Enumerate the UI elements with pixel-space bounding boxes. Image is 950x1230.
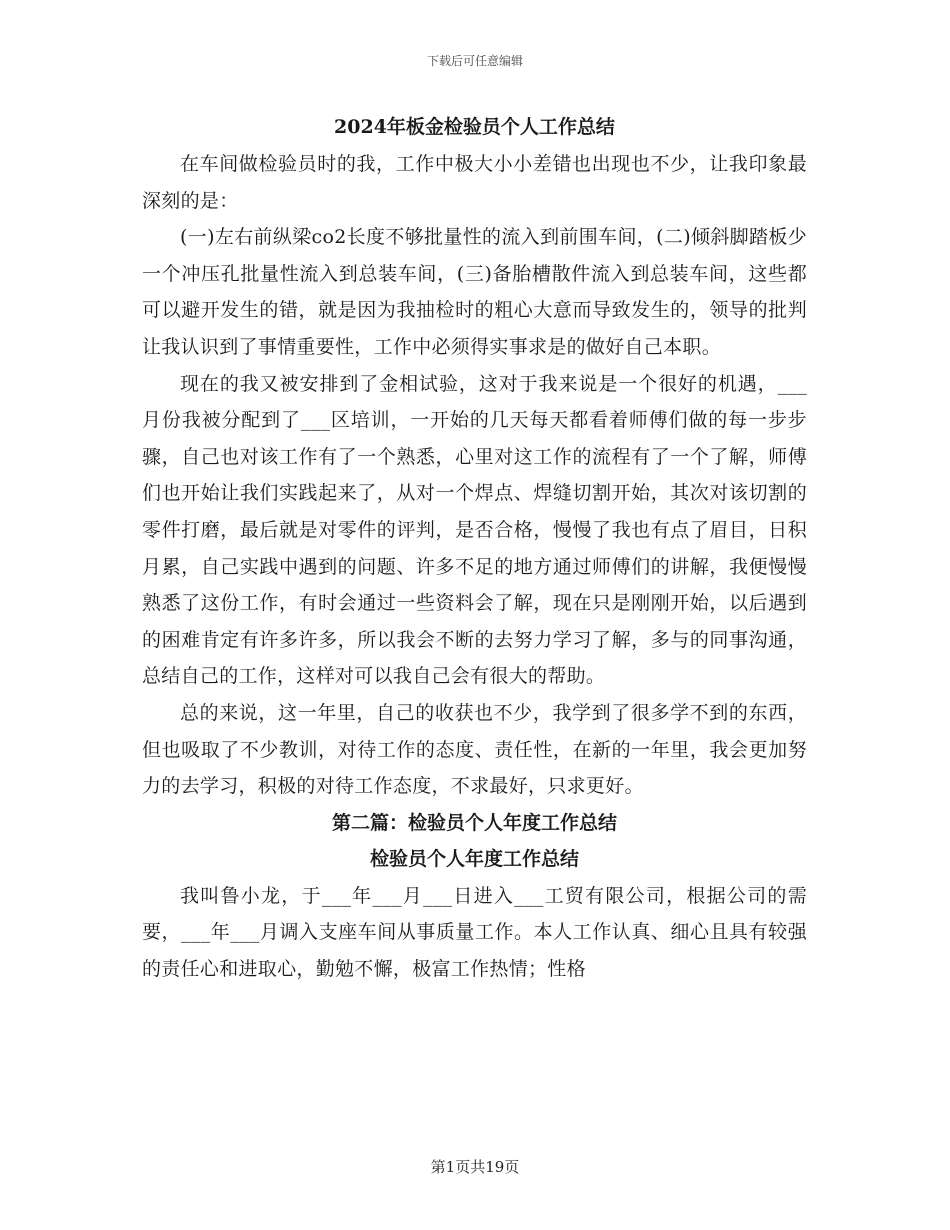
section2-subheading: 检验员个人年度工作总结	[369, 848, 579, 871]
paragraph-3: 现在的我又被安排到了金相试验，这对于我来说是一个很好的机遇，___月份我被分配到了___区培训，一开始的几天每天都看着师傅们做的每一步步骤，自己也对该工作有了一个熟悉，心里对这工作的流程有了一个了解，师傅们也开始让我们实践起来了，从对一个焊点、焊缝切割开始，其次对该切割的零件打磨，最后就是对零件的评判，是否合格，慢慢了我也有点了眉目，日积月累，自己实践中遇到的问题、许多不足的地方通过师傅们的讲解，我便慢慢熟悉了这份工作，有时会通过一些资料会了解，现在只是刚刚开始，以后遇到的困难肯定有许多许多，所以我会不断的去努力学习了解，多与的同事沟通，总结自己的工作，这样对可以我自己会有很大的帮助。	[142, 372, 807, 688]
paragraph-4: 总的来说，这一年里，自己的收获也不少，我学到了很多学不到的东西，但也吸取了不少教训，对待工作的态度、责任性，在新的一年里，我会更加努力的去学习，积极的对待工作态度，不求最好，只求更好。	[142, 701, 807, 798]
section2-paragraph: 我叫鲁小龙，于___年___月___日进入___工贸有限公司，根据公司的需要，___年___月调入支座车间从事质量工作。本人工作认真、细心且具有较强的责任心和进取心，勤勉不懈，极富工作热情；性格	[142, 884, 807, 981]
document-body	[142, 108, 807, 988]
document-title: 2024年板金检验员个人工作总结	[334, 116, 615, 138]
page-number: 第1页共19页	[430, 1158, 520, 1176]
section2-heading: 第二篇：检验员个人年度工作总结	[331, 811, 617, 834]
paragraph-2: (一)左右前纵梁co2长度不够批量性的流入到前围车间，(二)倾斜脚踏板少一个冲压孔批量性流入到总装车间，(三)备胎槽散件流入到总装车间，这些都可以避开发生的错，就是因为我抽检时的粗心大意而导致发生的，领导的批判让我认识到了事情重要性，工作中必须得实事求是的做好自己本职。	[142, 226, 807, 358]
paragraph-1: 在车间做检验员时的我，工作中极大小小差错也出现也不少，让我印象最深刻的是：	[142, 153, 807, 212]
header-note: 下载后可任意编辑	[426, 54, 523, 68]
